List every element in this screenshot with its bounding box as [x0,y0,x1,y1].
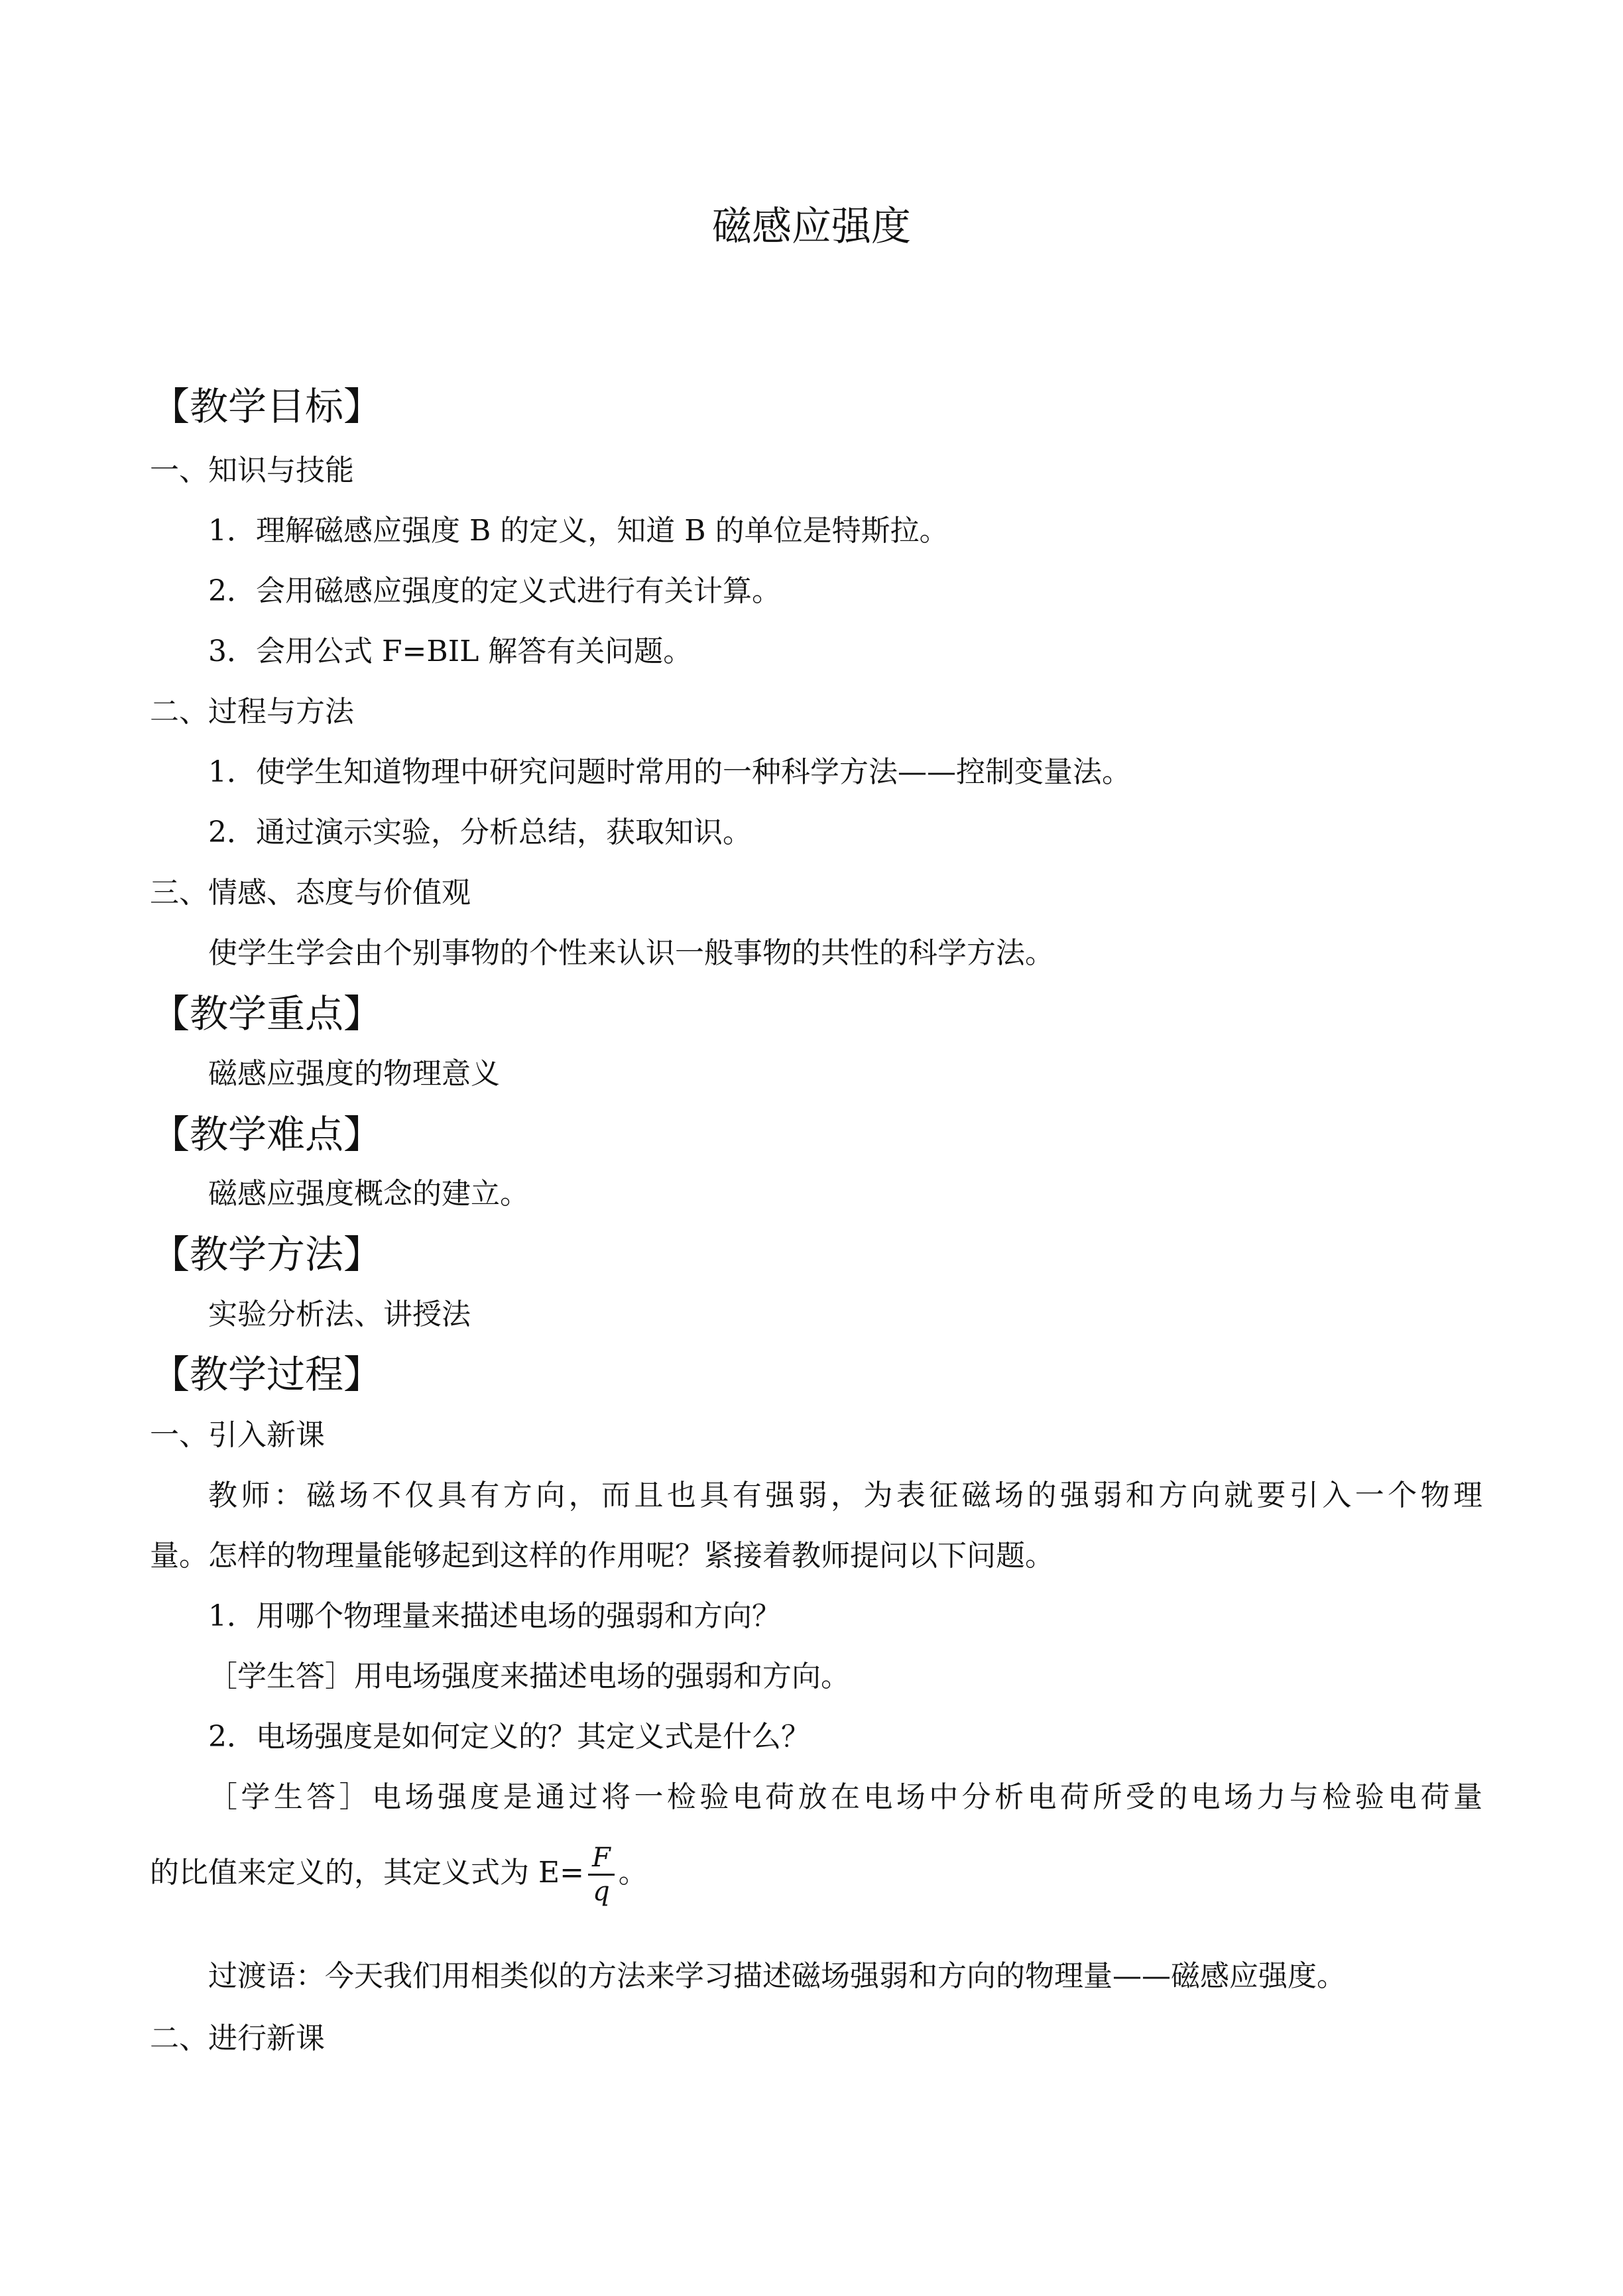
knowledge-heading: 一、知识与技能 [150,453,354,487]
section-objectives: 【教学目标】 [151,384,383,429]
process-item-2: 2．通过演示实验，分析总结，获取知识。 [208,816,752,849]
emotion-heading: 三、情感、态度与价值观 [150,876,471,910]
formula-denominator: q [593,1876,610,1907]
knowledge-item-1: 1．理解磁感应强度 B 的定义，知道 B 的单位是特斯拉。 [208,514,949,548]
answer-2-line-1: ［学生答］电场强度是通过将一检验电荷放在电场中分析电荷所受的电场力与检验电荷量 [208,1780,1482,1814]
formula-numerator: F [588,1842,615,1876]
answer-2-prefix: 的比值来定义的，其定义式为 E= [150,1856,584,1890]
key-points-text: 磁感应强度的物理意义 [208,1057,500,1091]
process-method-heading: 二、过程与方法 [150,695,354,729]
process-item-1: 1．使学生知道物理中研究问题时常用的一种科学方法——控制变量法。 [208,755,1131,789]
section-key-points: 【教学重点】 [151,991,383,1036]
section-difficulties: 【教学难点】 [151,1112,383,1157]
answer-2-line-2 [150,1837,648,1909]
emotion-text: 使学生学会由个别事物的个性来认识一般事物的共性的科学方法。 [208,936,1054,970]
question-2: 2．电场强度是如何定义的？其定义式是什么？ [208,1720,810,1754]
answer-1: ［学生答］用电场强度来描述电场的强弱和方向。 [208,1660,850,1693]
intro-heading: 一、引入新课 [150,1418,325,1452]
difficulties-text: 磁感应强度概念的建立。 [208,1177,529,1211]
document-title: 磁感应强度 [712,204,911,250]
transition-text: 过渡语：今天我们用相类似的方法来学习描述磁场强弱和方向的物理量——磁感应强度。 [208,1959,1346,1993]
formula-fraction [588,1842,615,1907]
knowledge-item-3: 3．会用公式 F=BIL 解答有关问题。 [208,634,693,668]
answer-2-suffix: 。 [618,1856,648,1890]
teacher-line-2: 量。怎样的物理量能够起到这样的作用呢？紧接着教师提问以下问题。 [150,1539,1054,1573]
methods-text: 实验分析法、讲授法 [208,1298,471,1331]
section-process: 【教学过程】 [151,1352,383,1397]
question-1: 1．用哪个物理量来描述电场的强弱和方向？ [208,1599,781,1633]
knowledge-item-2: 2．会用磁感应强度的定义式进行有关计算。 [208,574,781,608]
teacher-line-1: 教师：磁场不仅具有方向，而且也具有强弱，为表征磁场的强弱和方向就要引入一个物理 [208,1479,1482,1512]
new-lesson-heading: 二、进行新课 [150,2022,325,2055]
section-methods: 【教学方法】 [151,1232,383,1277]
